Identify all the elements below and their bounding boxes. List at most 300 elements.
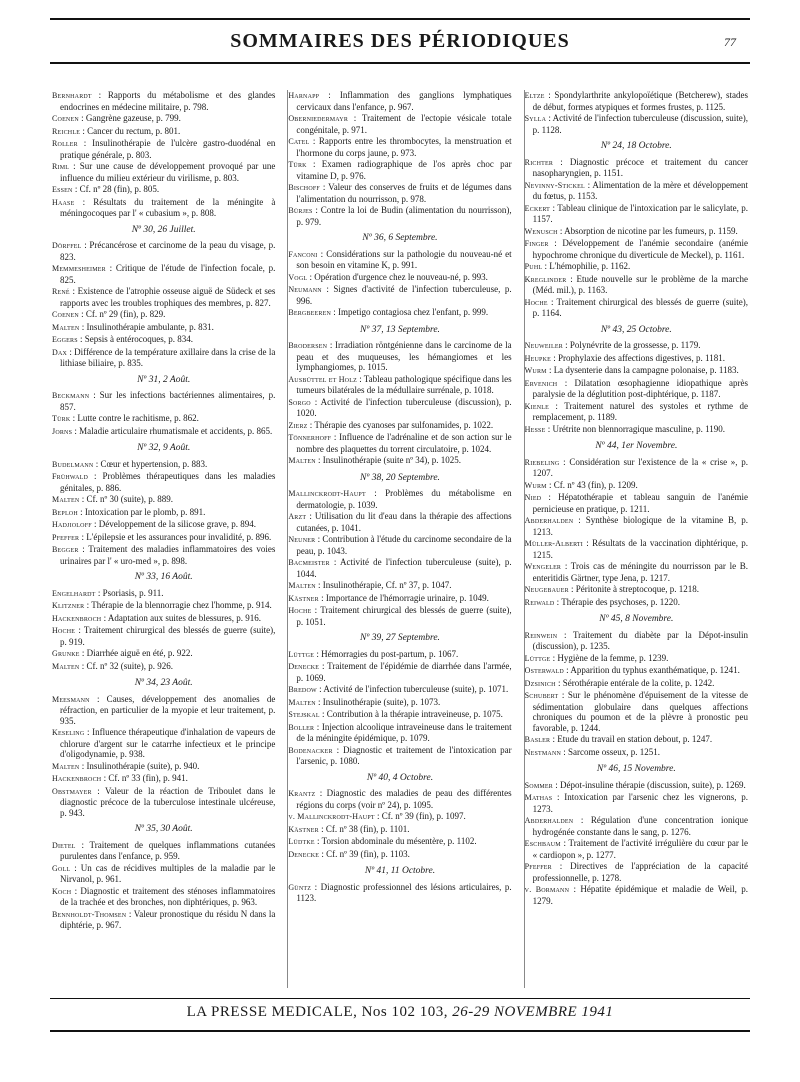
article-columns	[52, 90, 748, 988]
entry-title: : Insulinothérapie (suite), p. 1073.	[318, 696, 441, 707]
entry-title: : Maladie articulaire rhumatismale et accidents, p. 865.	[74, 425, 273, 436]
entry-author: Wurm	[524, 480, 547, 490]
entry-author: Neuner	[288, 535, 316, 544]
article-entry	[525, 226, 748, 238]
entry-author: Lüttge	[524, 653, 551, 663]
article-entry	[288, 534, 511, 556]
entry-title: : Précancérose et carcinome de la peau du visage, p. 823.	[60, 240, 276, 262]
issue-heading: Nº 38, 20 Septembre.	[360, 472, 440, 483]
entry-author: Fanconi	[288, 249, 318, 259]
entry-author: Brodersen	[288, 341, 328, 350]
entry-author: Riebeling	[524, 457, 560, 467]
article-entry	[52, 625, 275, 647]
entry-author: Eltze	[524, 91, 545, 100]
top-rule	[50, 18, 750, 20]
entry-title: : Traitement de l'activité irrégulière du cœur par le « cardiopon », p. 1277.	[532, 838, 748, 860]
article-entry	[288, 605, 511, 627]
entry-author: Malten	[52, 761, 80, 771]
article-entry	[288, 824, 511, 836]
entry-author: Bischoff	[288, 183, 320, 192]
entry-title: : Cf. nº 39 (fin), p. 1103.	[321, 848, 410, 859]
entry-title: : Intoxication par le plomb, p. 891.	[80, 506, 206, 517]
entry-title: : Dépot-insuline thérapie (discussion, suite), p. 1269.	[555, 779, 746, 790]
entry-author: Sorgo	[288, 397, 311, 407]
article-entry	[525, 780, 748, 792]
entry-author: Haase	[52, 197, 75, 207]
article-entry	[288, 836, 511, 848]
entry-title: : Cf. nº 38 (fin), p. 1101.	[321, 823, 410, 834]
article-entry	[525, 584, 748, 596]
entry-author: Kästner	[288, 824, 319, 834]
entry-author: Malten	[288, 456, 316, 465]
issue-heading: Nº 34, 23 Août.	[134, 678, 193, 688]
article-entry	[52, 161, 275, 183]
entry-author: Riml	[52, 162, 70, 171]
entry-author: Malten	[52, 322, 80, 332]
entry-author: Bennholdt-Thomsen	[52, 909, 127, 919]
article-entry	[52, 661, 275, 673]
entry-title: : Traitement du diabète par la Dépot-insulin (discussion), p. 1235.	[532, 629, 748, 651]
issue-heading: Nº 44, 1er Novembre.	[595, 441, 678, 451]
entry-title: : Thérapie des psychoses, p. 1220.	[556, 596, 680, 607]
entry-author: Catel	[288, 137, 310, 146]
article-entry	[525, 378, 748, 400]
entry-title: : Trois cas de méningite du nourrisson par le B. enteritidis Gärtner, type Jena, p. 1217.	[532, 561, 748, 583]
entry-title: : Cœur et hypertension, p. 883.	[95, 458, 208, 469]
entry-author: Hesse	[524, 424, 546, 434]
entry-title: : Valeur des conserves de fruits et de légumes dans l'alimentation du nourrisson, p. 978.	[296, 182, 512, 204]
entry-author: Schubert	[524, 691, 559, 700]
entry-title: : Hépatothérapie et tableau sanguin de l'anémie pernicieuse en pratique, p. 1211.	[532, 492, 748, 514]
article-entry	[52, 286, 275, 308]
entry-title: : Prophylaxie des affections digestives, p. 1181.	[553, 352, 725, 363]
entry-title: : Apparition du typhus exanthématique, p. 1241.	[566, 665, 740, 675]
issue-heading: Nº 40, 4 Octobre.	[366, 772, 434, 783]
entry-title: : Développement de la silicose grave, p. 894.	[94, 519, 256, 529]
article-entry	[52, 588, 275, 600]
entry-author: Stejskal	[288, 710, 320, 719]
article-entry	[525, 747, 748, 759]
entry-author: Coenen	[52, 310, 79, 319]
article-entry	[52, 309, 275, 321]
entry-author: Malten	[288, 697, 316, 707]
article-entry	[288, 182, 511, 204]
article-entry	[525, 238, 748, 260]
article-entry	[52, 138, 275, 160]
article-entry	[52, 390, 275, 412]
article-entry	[525, 861, 748, 883]
article-entry	[288, 788, 511, 810]
entry-author: Bergbeeren	[288, 308, 331, 317]
article-entry	[288, 272, 511, 284]
entry-title: : Traitement de l'épidémie de diarrhée dans l'armée, p. 1069.	[296, 661, 512, 683]
issue-heading: Nº 35, 30 Août.	[134, 824, 193, 834]
entry-title: : Examen radiographique de l'os après choc par vitamine D, p. 976.	[296, 159, 512, 181]
entry-author: Reichle	[52, 126, 81, 136]
article-entry	[525, 180, 748, 202]
entry-title: : Insulinothérapie ambulante, p. 831.	[81, 321, 214, 332]
entry-author: Engelhardt	[52, 588, 96, 598]
entry-author: Oberniedermayr	[288, 114, 349, 123]
entry-title: : Influence de l'adrénaline et de son action sur le nombre des plaquettes du torrent circulatoire, p. 1024.	[296, 432, 512, 454]
entry-title: : Etude du travail en station debout, p. 1247.	[552, 734, 713, 744]
issue-heading: Nº 36, 6 Septembre.	[362, 233, 438, 243]
entry-title: : Diagnostic et traitement des sténoses inflammatoires de la trachée et des bronches, non diphtériques, p. 963.	[60, 885, 276, 907]
entry-title: : Lutte contre le rachitisme, p. 862.	[72, 413, 199, 423]
entry-title: : Importance de l'hémorragie urinaire, p. 1049.	[321, 592, 489, 603]
issue-heading: Nº 30, 26 Juillet.	[131, 224, 196, 235]
article-entry	[52, 694, 275, 727]
article-entry	[525, 884, 748, 906]
entry-author: Hoche	[52, 626, 76, 635]
entry-title: : Cancer du rectum, p. 801.	[82, 125, 181, 136]
entry-title: : Torsion abdominale du mésentère, p. 1102.	[317, 836, 477, 846]
article-entry	[288, 882, 511, 904]
issue-heading: Nº 33, 16 Août.	[134, 572, 193, 582]
entry-title: : Activité de l'infection tuberculeuse (suite), p. 1044.	[296, 557, 512, 579]
entry-author: Mathas	[524, 793, 553, 802]
entry-title: : Problèmes thérapeutiques dans les maladies génitales, p. 886.	[60, 471, 276, 493]
article-entry	[288, 374, 511, 396]
article-entry	[288, 284, 511, 306]
entry-title: : Hygiène de la femme, p. 1239.	[552, 652, 669, 663]
article-entry	[288, 307, 511, 319]
article-entry	[288, 397, 511, 419]
entry-title: : Thérapie de la blennorragie chez l'homme, p. 914.	[86, 600, 272, 610]
entry-author: Lüttge	[288, 649, 315, 659]
entry-title: : Irradiation röntgénienne dans le carcinome de la peau et des muqueuses, les hémangiomes et les lymphangiomes, p. 1015.	[296, 340, 512, 372]
entry-author: Denecke	[288, 662, 320, 671]
entry-author: Coenen	[52, 114, 79, 123]
entry-title: : Tableau clinique de l'intoxication par le salicylate, p. 1157.	[532, 202, 748, 224]
article-entry	[525, 665, 748, 677]
entry-author: Bodenacker	[288, 745, 333, 755]
entry-title: : Sur une cause de développement provoqué par une influence du milieu extérieur du virilisme, p. 803.	[60, 161, 276, 183]
issue-heading: Nº 41, 11 Octobre.	[364, 866, 436, 876]
article-entry	[288, 90, 511, 112]
entry-author: Grunke	[52, 649, 80, 658]
article-entry	[52, 507, 275, 519]
footer-journal: LA PRESSE MEDICALE,	[186, 1004, 358, 1020]
entry-title: : Régulation d'une concentration ionique hydrogénée constante dans le sang, p. 1276.	[532, 815, 748, 837]
article-entry	[525, 401, 748, 423]
article-entry	[52, 322, 275, 334]
article-entry	[525, 157, 748, 179]
issue-heading: Nº 37, 13 Septembre.	[360, 324, 440, 335]
entry-title: : Diagnostic précoce et traitement du cancer nasopharyngien, p. 1151.	[532, 156, 748, 178]
article-entry	[525, 734, 748, 746]
entry-author: Pfeffer	[524, 862, 552, 871]
article-entry	[288, 113, 511, 135]
entry-author: Essen	[52, 185, 73, 194]
entry-author: Ausbüttel et Holz	[288, 374, 357, 384]
entry-author: Begger	[52, 545, 79, 554]
article-entry	[52, 90, 275, 112]
entry-title: : Traitement de quelques inflammations cutanées purulentes dans l'enfance, p. 959.	[60, 839, 276, 861]
article-entry	[52, 197, 275, 219]
entry-title: : Un cas de récidives multiples de la maladie par le Nirvanol, p. 961.	[60, 862, 276, 884]
entry-author: Müller-Alberti	[524, 539, 583, 548]
entry-title: : Traitement de l'ectopie vésicale totale congénitale, p. 971.	[296, 113, 512, 135]
article-entry	[52, 840, 275, 862]
entry-author: Puhl	[524, 262, 543, 271]
article-entry	[52, 263, 275, 285]
entry-author: Klitzner	[52, 601, 85, 610]
article-entry	[288, 205, 511, 227]
entry-author: Basler	[524, 735, 551, 744]
entry-author: Abderhalden	[524, 516, 574, 525]
entry-author: Dax	[52, 347, 68, 357]
entry-title: : Gangrène gazeuse, p. 799.	[81, 113, 181, 123]
footer-dates: 26-29 NOVEMBRE 1941	[452, 1004, 614, 1020]
entry-author: Mallinckrodt-Haupt	[288, 489, 366, 498]
entry-author: Bürjes	[288, 206, 313, 215]
entry-author: Eckert	[524, 203, 551, 213]
article-entry	[52, 613, 275, 625]
entry-author: Nevinny-Stickel	[524, 180, 585, 190]
entry-author: Dörffel	[52, 241, 82, 250]
entry-title: : Cf. nº 43 (fin), p. 1209.	[548, 479, 638, 490]
entry-author: Roller	[52, 139, 78, 148]
entry-title: : Adaptation aux suites de blessures, p. 916.	[103, 612, 262, 623]
entry-title: : Traitement chirurgical des blessés de guerre (suite), p. 1164.	[532, 296, 748, 318]
article-entry	[525, 340, 748, 352]
entry-title: : Valeur de la réaction de Triboulet dans le diagnostic précoce de la tuberculose intestinale ulcéreuse, p. 943.	[60, 785, 276, 818]
entry-title: : Résultats du traitement de la méningite à méningocoques par l' « cubasium », p. 808.	[60, 196, 276, 218]
entry-title: : Différence de la température axillaire dans la crise de la lithiase biliaire, p. 835.	[60, 346, 276, 368]
entry-author: Zierz	[288, 420, 308, 430]
entry-author: Hoche	[288, 606, 312, 615]
issue-heading: Nº 45, 8 Novembre.	[599, 614, 674, 624]
article-entry	[525, 678, 748, 690]
entry-title: : Spondylarthrite ankylopoïétique (Betcherew), stades de début, formes atypiques et formes frustes, p. 1125.	[532, 90, 748, 112]
article-entry	[52, 909, 275, 931]
entry-author: Arzt	[288, 512, 307, 521]
entry-title: : Considérations sur la pathologie du nouveau-né et son besoin en vitamine K, p. 991.	[296, 248, 512, 270]
entry-author: Sommer	[524, 780, 553, 790]
entry-author: Finger	[524, 239, 549, 248]
entry-author: Tönnerhoff	[288, 433, 332, 442]
entry-title: : Insulinothérapie de l'ulcère gastro-duodénal en pratique générale, p. 803.	[60, 138, 276, 160]
issue-heading: Nº 46, 15 Novembre.	[596, 764, 676, 774]
entry-title: : Sérothérapie entérale de la colite, p. 1242.	[557, 677, 715, 688]
article-entry	[525, 457, 748, 479]
entry-title: : La dysenterie dans la campagne polonaise, p. 1183.	[548, 365, 739, 375]
entry-title: : Développement de l'anémie secondaire (anémie hypochrome chronique du diverticule de Meckel), p. 1161.	[532, 238, 748, 260]
page-header	[50, 30, 750, 56]
entry-author: Abderhalden	[524, 816, 574, 825]
article-entry	[52, 519, 275, 531]
entry-author: Obstmayer	[52, 786, 92, 796]
article-entry	[52, 886, 275, 908]
entry-title: : Sepsis à entérocoques, p. 834.	[80, 334, 193, 344]
entry-author: Krantz	[288, 789, 316, 798]
article-entry	[52, 532, 275, 544]
article-entry	[288, 340, 511, 373]
entry-title: : Diagnostic professionnel des lésions articulaires, p. 1123.	[296, 881, 512, 903]
article-entry	[288, 580, 511, 592]
entry-title: : Absorption de nicotine par les fumeurs, p. 1159.	[559, 225, 738, 236]
entry-author: Bernhardt	[52, 91, 92, 100]
entry-author: Meesmann	[52, 694, 90, 704]
entry-author: Vogl	[288, 272, 308, 282]
entry-author: Nied	[524, 493, 542, 502]
entry-title: : L'épilepsie et les assurances pour invalidité, p. 896.	[81, 531, 272, 542]
entry-title: : Sur le phénomène d'épuisement de la vitesse de sédimentation globulaire dans quelques affections chroniques du poumon et de la plèvre à pronostic peu favorable, p. 1244.	[532, 690, 748, 733]
entry-author: Kreglinder	[524, 274, 567, 284]
issue-heading: Nº 43, 25 Octobre.	[600, 324, 672, 335]
entry-author: Reiwald	[524, 597, 555, 607]
article-entry	[525, 838, 748, 860]
article-entry	[525, 365, 748, 377]
article-entry	[288, 709, 511, 721]
entry-title: : Cf. nº 32 (suite), p. 926.	[81, 660, 173, 671]
entry-title: : L'hémophilie, p. 1162.	[544, 261, 631, 271]
article-entry	[288, 557, 511, 579]
article-entry	[525, 90, 748, 112]
entry-author: Bredow	[288, 685, 317, 694]
entry-author: Sylla	[524, 114, 547, 123]
article-entry	[288, 745, 511, 767]
issue-heading: Nº 24, 18 Octobre.	[600, 141, 672, 151]
entry-title: : Influence thérapeutique d'inhalation de vapeurs de chlorure d'argent sur le catarrhe infectieux et le principe d'oligodynamie, p. 938.	[60, 727, 276, 759]
entry-title: : Sur les infections bactériennes alimentaires, p. 857.	[60, 390, 276, 412]
entry-title: : Causes, développement des anomalies de réfraction, en particulier de la myopie et leur traitement, p. 935.	[60, 693, 276, 726]
entry-title: : Injection alcoolique intraveineuse dans le traitement de la méningite épidémique, p. 1079.	[296, 721, 512, 743]
article-entry	[525, 630, 748, 652]
page-number: 77	[724, 35, 736, 49]
article-entry	[288, 511, 511, 533]
entry-title: : Opération d'urgence chez le nouveau-né, p. 993.	[309, 271, 488, 282]
article-entry	[52, 761, 275, 773]
entry-title: : Cf. nº 33 (fin), p. 941.	[103, 773, 188, 783]
entry-author: Dietel	[52, 840, 76, 850]
article-entry	[52, 240, 275, 262]
entry-author: Koch	[52, 886, 72, 896]
article-entry	[288, 661, 511, 683]
entry-author: Dzsinich	[524, 678, 556, 688]
entry-author: Bacmeister	[288, 558, 330, 567]
article-entry	[52, 113, 275, 125]
article-entry	[525, 515, 748, 537]
entry-title: : Tableau pathologique spécifique dans les tumeurs bilatérales de la médullaire surrénale, p. 1018.	[296, 373, 512, 395]
article-entry	[288, 136, 511, 158]
article-entry	[288, 420, 511, 432]
entry-title: : Hémorragies du post-partum, p. 1067.	[316, 648, 459, 659]
footer-rule-top	[50, 998, 750, 999]
entry-title: : Diagnostic et traitement de l'intoxication par l'arsenic, p. 1080.	[296, 744, 512, 766]
article-entry	[288, 593, 511, 605]
entry-author: Wurm	[524, 366, 547, 375]
article-entry	[52, 544, 275, 566]
article-entry	[288, 159, 511, 181]
entry-title: : Polynévrite de la grossesse, p. 1179.	[565, 340, 701, 350]
article-entry	[52, 413, 275, 425]
article-entry	[288, 849, 511, 861]
entry-title: : Signes d'activité de l'infection tuberculeuse, p. 996.	[296, 284, 512, 306]
article-entry	[52, 600, 275, 612]
article-entry	[525, 424, 748, 436]
entry-title: : Péritonite à streptocoque, p. 1218.	[571, 584, 699, 594]
entry-title: : Traitement naturel des systoles et rythme de remplacement, p. 1189.	[532, 400, 748, 422]
entry-title: : Résultats de la vaccination diphtérique, p. 1215.	[532, 538, 748, 560]
entry-title: : Diarrhée aiguë en été, p. 922.	[81, 648, 193, 658]
entry-author: Frühwald	[52, 472, 89, 481]
entry-title: : Traitement chirurgical des blessés de guerre (suite), p. 919.	[60, 625, 276, 647]
article-entry	[52, 863, 275, 885]
entry-author: Budelmann	[52, 459, 94, 469]
entry-author: Neumann	[288, 285, 322, 294]
issue-heading: Nº 39, 27 Septembre.	[360, 633, 440, 643]
article-entry	[525, 480, 748, 492]
entry-author: Pfeffer	[52, 532, 80, 542]
article-entry	[525, 597, 748, 609]
article-entry	[52, 773, 275, 785]
article-entry	[525, 538, 748, 560]
entry-author: Hoche	[524, 297, 548, 307]
entry-title: : Cf. nº 39 (fin), p. 1097.	[377, 811, 466, 821]
article-entry	[525, 690, 748, 733]
article-entry	[525, 353, 748, 365]
article-entry	[525, 203, 748, 225]
entry-author: Eggers	[52, 335, 78, 344]
entry-author: v. Mallinckrodt-Haupt	[288, 812, 375, 821]
entry-author: v. Bormann	[524, 885, 570, 894]
entry-author: Türk	[288, 160, 307, 169]
entry-title: : Critique de l'étude de l'infection focale, p. 825.	[60, 263, 276, 285]
article-entry	[288, 684, 511, 696]
entry-author: Richter	[524, 157, 554, 167]
article-entry	[52, 786, 275, 819]
article-entry	[525, 261, 748, 273]
entry-title: : Directives de l'appréciation de la capacité professionnelle, p. 1278.	[532, 861, 748, 883]
entry-title: : Inflammation des ganglions lymphatiques cervicaux dans l'enfance, p. 967.	[296, 90, 512, 112]
entry-author: Lüdtke	[288, 837, 315, 846]
entry-author: Neuweiler	[524, 341, 563, 350]
entry-author: Kästner	[288, 593, 319, 603]
entry-title: : Rapports entre les thrombocytes, la menstruation et l'hormone du corps jaune, p. 973.	[296, 136, 512, 158]
entry-title: : Hépatite épidémique et maladie de Weil, p. 1279.	[532, 884, 748, 906]
entry-author: Hadjioloff	[52, 520, 92, 529]
entry-title: : Rapports du métabolisme et des glandes endocrines en médecine militaire, p. 798.	[60, 90, 276, 112]
entry-author: Malten	[288, 581, 316, 590]
entry-title: : Problèmes du métabolisme en dermatologie, p. 1039.	[296, 488, 512, 510]
entry-author: Malten	[52, 495, 80, 504]
entry-author: Hackenbroch	[52, 774, 102, 783]
entry-author: Güntz	[288, 882, 312, 892]
column-1	[52, 90, 275, 988]
entry-title: : Activité de l'infection tuberculeuse (discussion), p. 1020.	[296, 396, 512, 418]
entry-title: : Cf. nº 30 (suite), p. 889.	[81, 494, 173, 504]
article-entry	[288, 811, 511, 823]
entry-author: Denecke	[288, 849, 320, 859]
article-entry	[52, 648, 275, 660]
article-entry	[525, 792, 748, 814]
issue-heading: Nº 32, 9 Août.	[137, 443, 191, 453]
entry-title: : Contre la loi de Budin (alimentation du nourrisson), p. 979.	[296, 205, 512, 227]
entry-author: Nestmann	[524, 747, 562, 757]
entry-title: : Insulinothérapie (suite), p. 940.	[81, 760, 200, 771]
entry-author: Neugebauer	[524, 585, 569, 594]
article-entry	[525, 297, 748, 319]
entry-title: : Dilatation œsophagienne idiopathique après paralysie de la déglutition post-diphtérique, p. 1187.	[532, 377, 748, 399]
entry-author: Memmesheimer	[52, 264, 106, 273]
entry-title: : Etude nouvelle sur le problème de la marche (Méd. mil.), p. 1163.	[532, 273, 748, 295]
article-entry	[525, 561, 748, 583]
column-2	[287, 90, 511, 988]
article-entry	[52, 334, 275, 346]
entry-title: : Alimentation de la mère et développement du fœtus, p. 1153.	[532, 179, 748, 201]
